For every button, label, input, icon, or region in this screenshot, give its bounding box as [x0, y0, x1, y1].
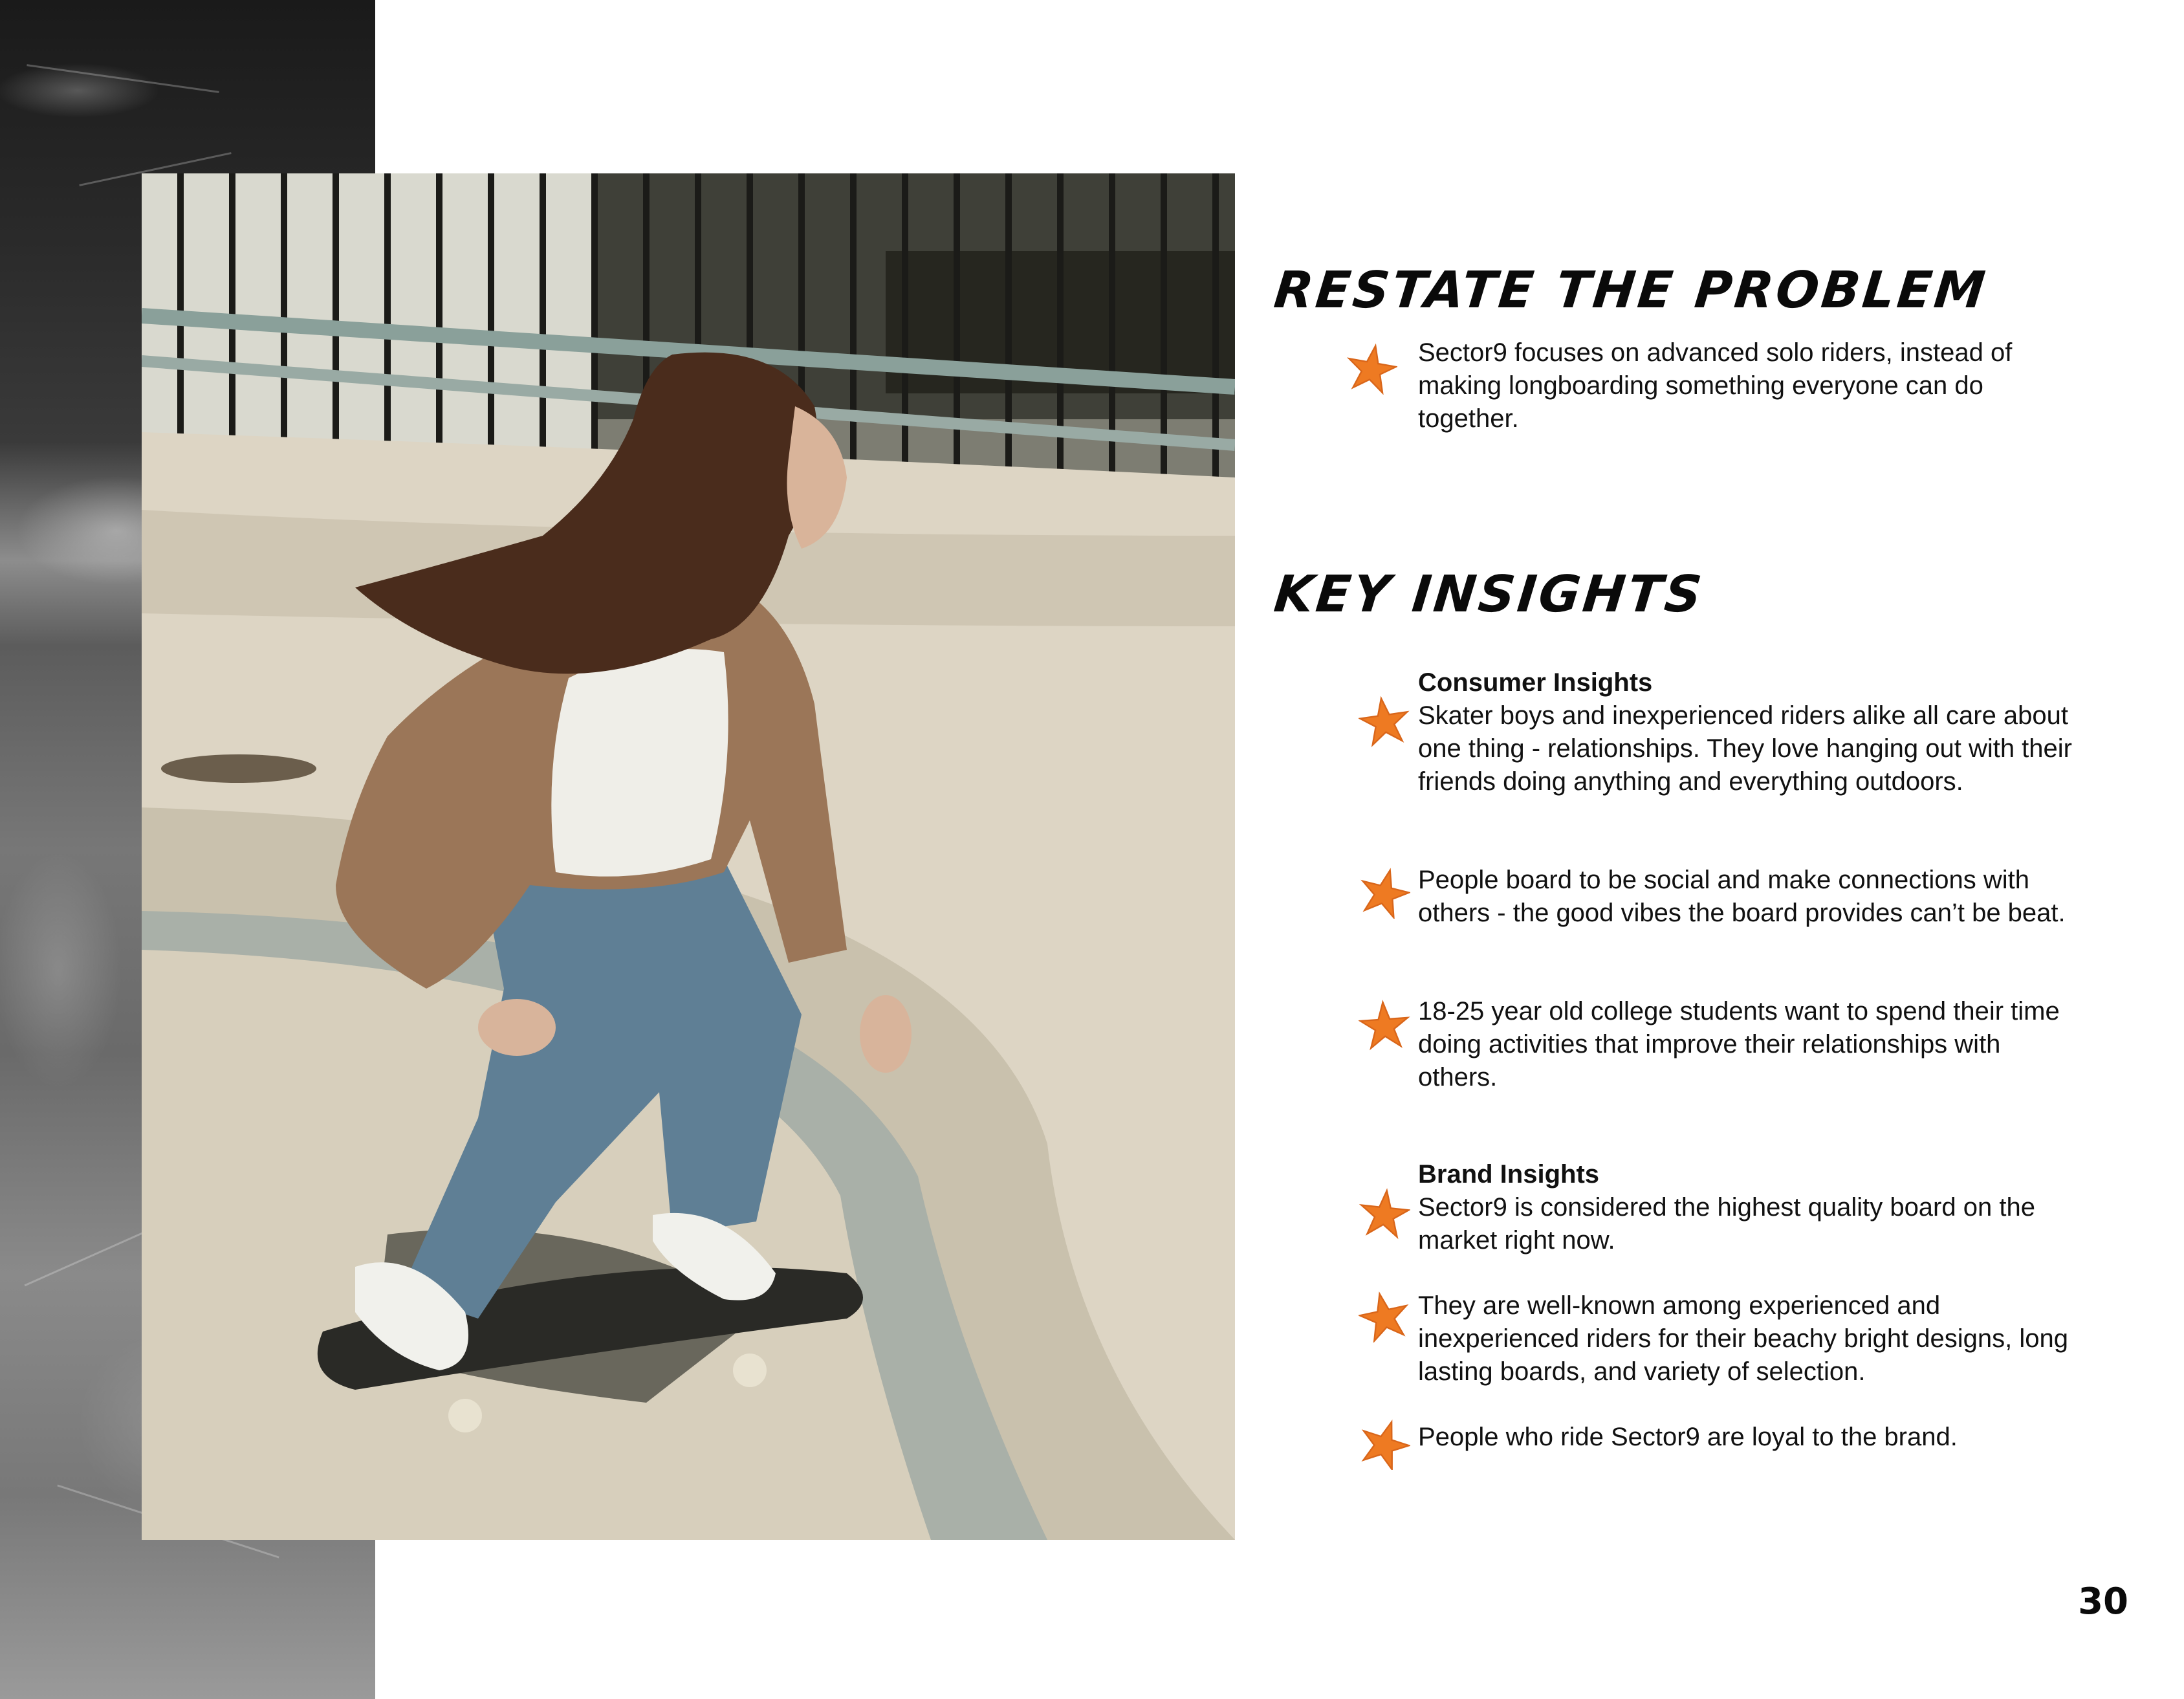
brand-insights-title: Brand Insights: [1418, 1160, 1600, 1189]
problem-statement: Sector9 focuses on advanced solo riders, instead of making longboarding something everyone can do together.: [1418, 338, 2013, 433]
consumer-insight-1: Skater boys and inexperienced riders alike all care about one thing - relationships. They love hanging out with their friends doing anything and everything outdoors.: [1418, 701, 2072, 796]
star-icon: [1359, 696, 1410, 747]
page-number: 30: [2078, 1581, 2128, 1623]
insights-heading: KEY INSIGHTS: [1271, 565, 1707, 624]
problem-heading: RESTATE THE PROBLEM: [1271, 261, 1991, 320]
brand-insight-1: Sector9 is considered the highest quality board on the market right now.: [1418, 1193, 2035, 1255]
consumer-insight-2: People board to be social and make connections with others - the good vibes the board provides can’t be beat.: [1418, 866, 2066, 927]
brand-insight-2: They are well-known among experienced and inexperienced riders for their beachy bright designs, long lasting boards, and variety of selection.: [1418, 1291, 2069, 1386]
star-icon: [1359, 1188, 1410, 1240]
star-icon: [1359, 867, 1410, 919]
skatepark-illustration: [142, 173, 1235, 1540]
star-icon: [1359, 1000, 1410, 1051]
star-icon: [1346, 343, 1397, 395]
star-icon: [1359, 1291, 1410, 1343]
consumer-insights-title: Consumer Insights: [1418, 668, 1653, 697]
brand-insight-3: People who ride Sector9 are loyal to the brand.: [1418, 1423, 1958, 1451]
star-icon: [1359, 1418, 1410, 1470]
skateboarder-photo: [142, 173, 1235, 1540]
consumer-insight-3: 18-25 year old college students want to spend their time doing activities that improve their relationships with others.: [1418, 997, 2060, 1091]
